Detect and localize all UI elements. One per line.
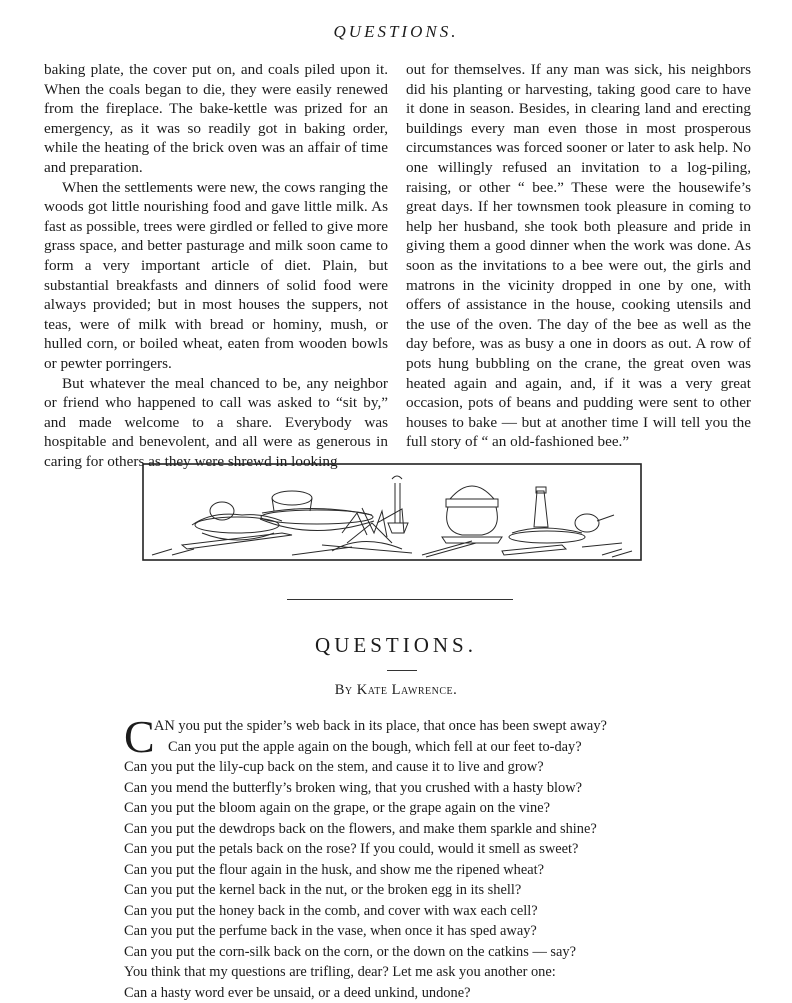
poem-line: Can you put the flour again in the husk, and show me the ripened wheat? — [124, 860, 684, 881]
poem-body — [124, 716, 684, 1003]
poem-line: Can you put the apple again on the bough, which fell at our feet to-day? — [124, 737, 684, 758]
poem-line: Can a hasty word ever be unsaid, or a deed unkind, undone? — [124, 983, 684, 1003]
paragraph: out for themselves. If any man was sick, his neighbors did his planting or harvesting, taking good care to have it done in season. Besides, in clearing land and erecting buildings every man even those in most prosperous circumstances was forced sooner or later to ask help. No one willingly refused an invitation to a log-piling, raising, or other “ bee.” These were the housewife’s great days. If her townsmen took pleasure in coming to help her husband, she took both pleasure and pride in giving them a good dinner when the work was done. As soon as the invitations to a bee were out, the girls and matrons in the vicinity dropped in one by one, with offers of assistance in the house, cooking utensils and the use of the oven. The day of the bee as well as the day before, was as busy a one in doors as out. A row of pots hung bubbling on the crane, the great oven was heated again and again, and, if it was a very great occasion, pots of beans and pudding were sent to other houses to bake — but at another time I will tell you the full story of “ an old-fashioned bee.” — [406, 60, 751, 452]
paragraph: When the settlements were new, the cows ranging the woods got little nourishing food and gave little milk. As fast as possible, trees were girdled or felled to give more grass space, and better pasturage and milk soon came to form a very important article of diet. Plain, but substantial breakfasts and dinners of solid food were always provided; but in most houses the suppers, not teas, were of milk with bread or hominy, mush, or hulled corn, or boiled wheat, eaten from wooden bowls or pewter porringers. — [44, 178, 388, 374]
poem-line: Can you put the dewdrops back on the flowers, and make them sparkle and shine? — [124, 819, 684, 840]
section-divider — [287, 599, 513, 600]
poem-line: Can you put the petals back on the rose? If you could, would it smell as sweet? — [124, 839, 684, 860]
poem-line: Can you put the lily-cup back on the stem, and cause it to live and grow? — [124, 757, 684, 778]
poem-line: Can you put the perfume back in the vase, when once it has sped away? — [124, 921, 684, 942]
poem-line: Can you put the bloom again on the grape, or the grape again on the vine? — [124, 798, 684, 819]
paragraph: But whatever the meal chanced to be, any neighbor or friend who happened to call was asked to “sit by,” and made welcome to a share. Everybody was hospitable and benevolent, and all were as generous in caring for others as they were shrewd in looking — [44, 374, 388, 472]
poem-line: Can you mend the butterfly’s broken wing, that you crushed with a hasty blow? — [124, 778, 684, 799]
left-column — [44, 60, 388, 471]
drop-cap: C — [124, 714, 155, 760]
poem-line: Can you put the corn-silk back on the corn, or the down on the catkins — say? — [124, 942, 684, 963]
right-column — [406, 60, 751, 452]
paragraph: baking plate, the cover put on, and coals piled upon it. When the coals began to die, they were easily renewed from the fireplace. The bake-kettle was prized for an emergency, as it was so readily got in baking order, while the heating of the brick oven was an affair of time and preparation. — [44, 60, 388, 178]
poem-line: Can you put the honey back in the comb, and cover with wax each cell? — [124, 901, 684, 922]
title-rule — [387, 670, 417, 671]
poem-line: Can you put the kernel back in the nut, or the broken egg in its shell? — [124, 880, 684, 901]
poem-title: QUESTIONS. — [0, 633, 792, 658]
kitchen-still-life-illustration — [142, 463, 642, 561]
byline-text: By Kate Lawrence. — [335, 682, 458, 698]
byline — [0, 682, 792, 699]
poem-line: You think that my questions are trifling, dear? Let me ask you another one: — [124, 962, 684, 983]
running-head: QUESTIONS. — [0, 22, 792, 42]
poem-line: AN you put the spider’s web back in its place, that once has been swept away? — [124, 716, 684, 737]
